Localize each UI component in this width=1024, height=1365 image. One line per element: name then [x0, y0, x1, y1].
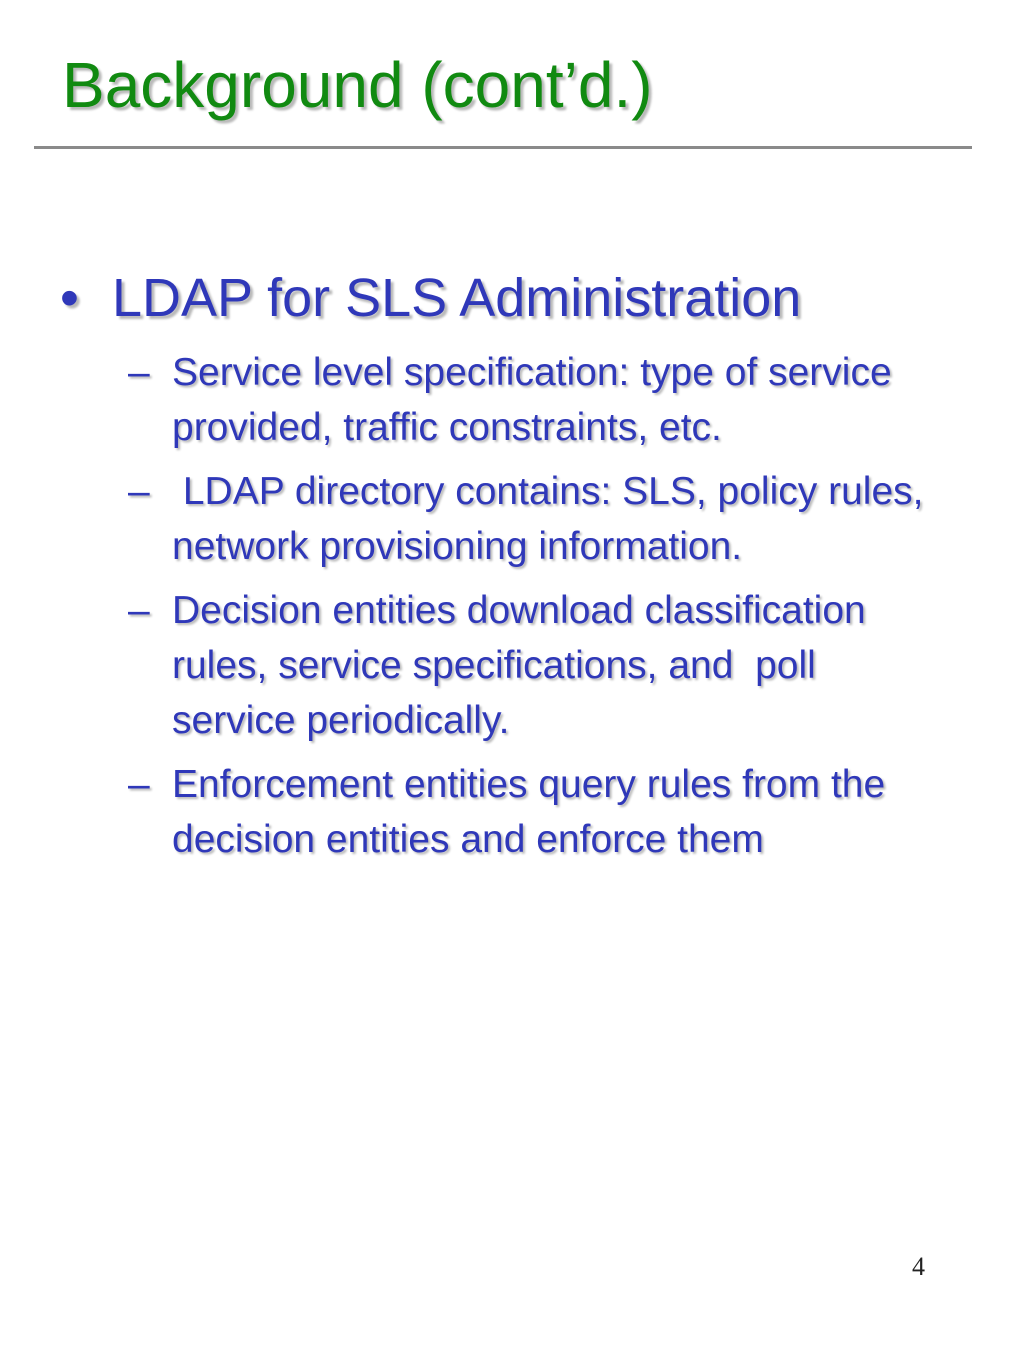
sub-bullet-marker: – — [128, 763, 150, 806]
main-bullet — [60, 266, 960, 330]
sub-bullet-item — [128, 345, 942, 455]
sub-bullet-text: Enforcement entities query rules from the decision entities and enforce them — [172, 763, 897, 861]
sub-bullet-marker: – — [128, 589, 150, 632]
sub-bullet-list — [128, 345, 968, 876]
page-number: 4 — [912, 1252, 925, 1281]
slide-title: Background (cont’d.) — [62, 49, 653, 121]
sub-bullet-text: Service level specification: type of service provided, traffic constraints, etc. — [172, 351, 903, 449]
sub-bullet-item — [128, 757, 942, 867]
sub-bullet-text: Decision entities download classification rules, service specifications, and poll service periodically. — [172, 589, 877, 742]
sub-bullet-marker: – — [128, 351, 150, 394]
sub-bullet-item — [128, 583, 942, 748]
bullet-text: LDAP for SLS Administration — [112, 268, 802, 328]
bullet-marker: • — [60, 268, 79, 328]
title-divider — [34, 146, 972, 149]
sub-bullet-item — [128, 464, 942, 574]
sub-bullet-marker: – — [128, 470, 150, 513]
sub-bullet-text: LDAP directory contains: SLS, policy rules, network provisioning information. — [172, 470, 935, 568]
